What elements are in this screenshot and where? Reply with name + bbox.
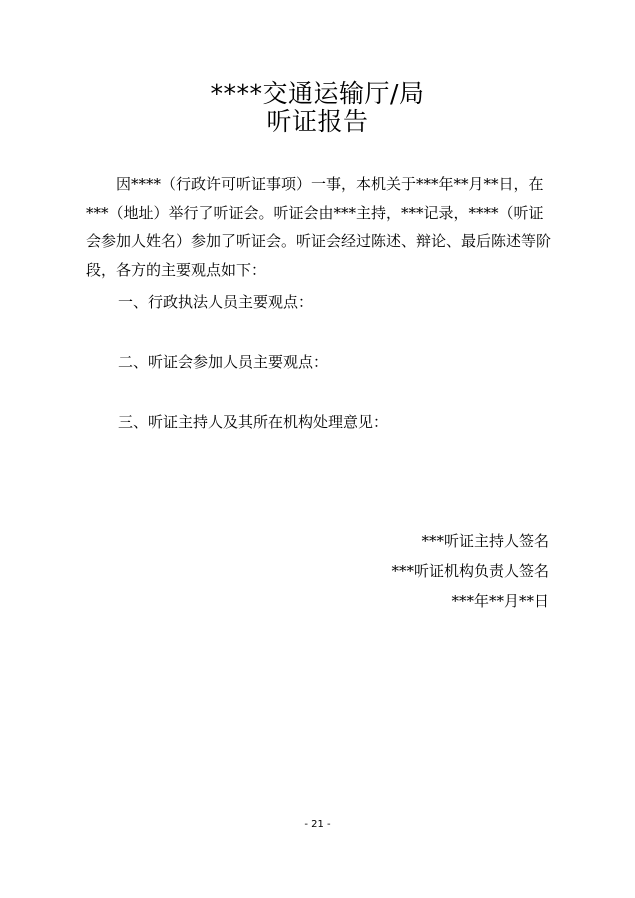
section-2-heading: 二、听证会参加人员主要观点：	[118, 353, 329, 371]
page-number: - 21 -	[304, 819, 331, 830]
section-1-heading: 一、行政执法人员主要观点：	[118, 293, 314, 311]
document-body	[86, 170, 554, 284]
document-title-line1: ****交通运输厅/局	[210, 79, 425, 108]
section-3-heading: 三、听证主持人及其所在机构处理意见：	[118, 413, 389, 431]
host-signature: ***听证主持人签名	[421, 532, 549, 550]
signature-date: ***年**月**日	[451, 592, 549, 610]
document-title-line2: 听证报告	[266, 107, 369, 136]
head-signature: ***听证机构负责人签名	[391, 562, 549, 580]
intro-paragraph: 因****（行政许可听证事项）一事，本机关于***年**月**日，在***（地址）举行了听证会。听证会由***主持，***记录，****（听证会参加人姓名）参加了听证会。听证会经过陈述、辩论、最后陈述等阶段，各方的主要观点如下：	[86, 175, 552, 279]
